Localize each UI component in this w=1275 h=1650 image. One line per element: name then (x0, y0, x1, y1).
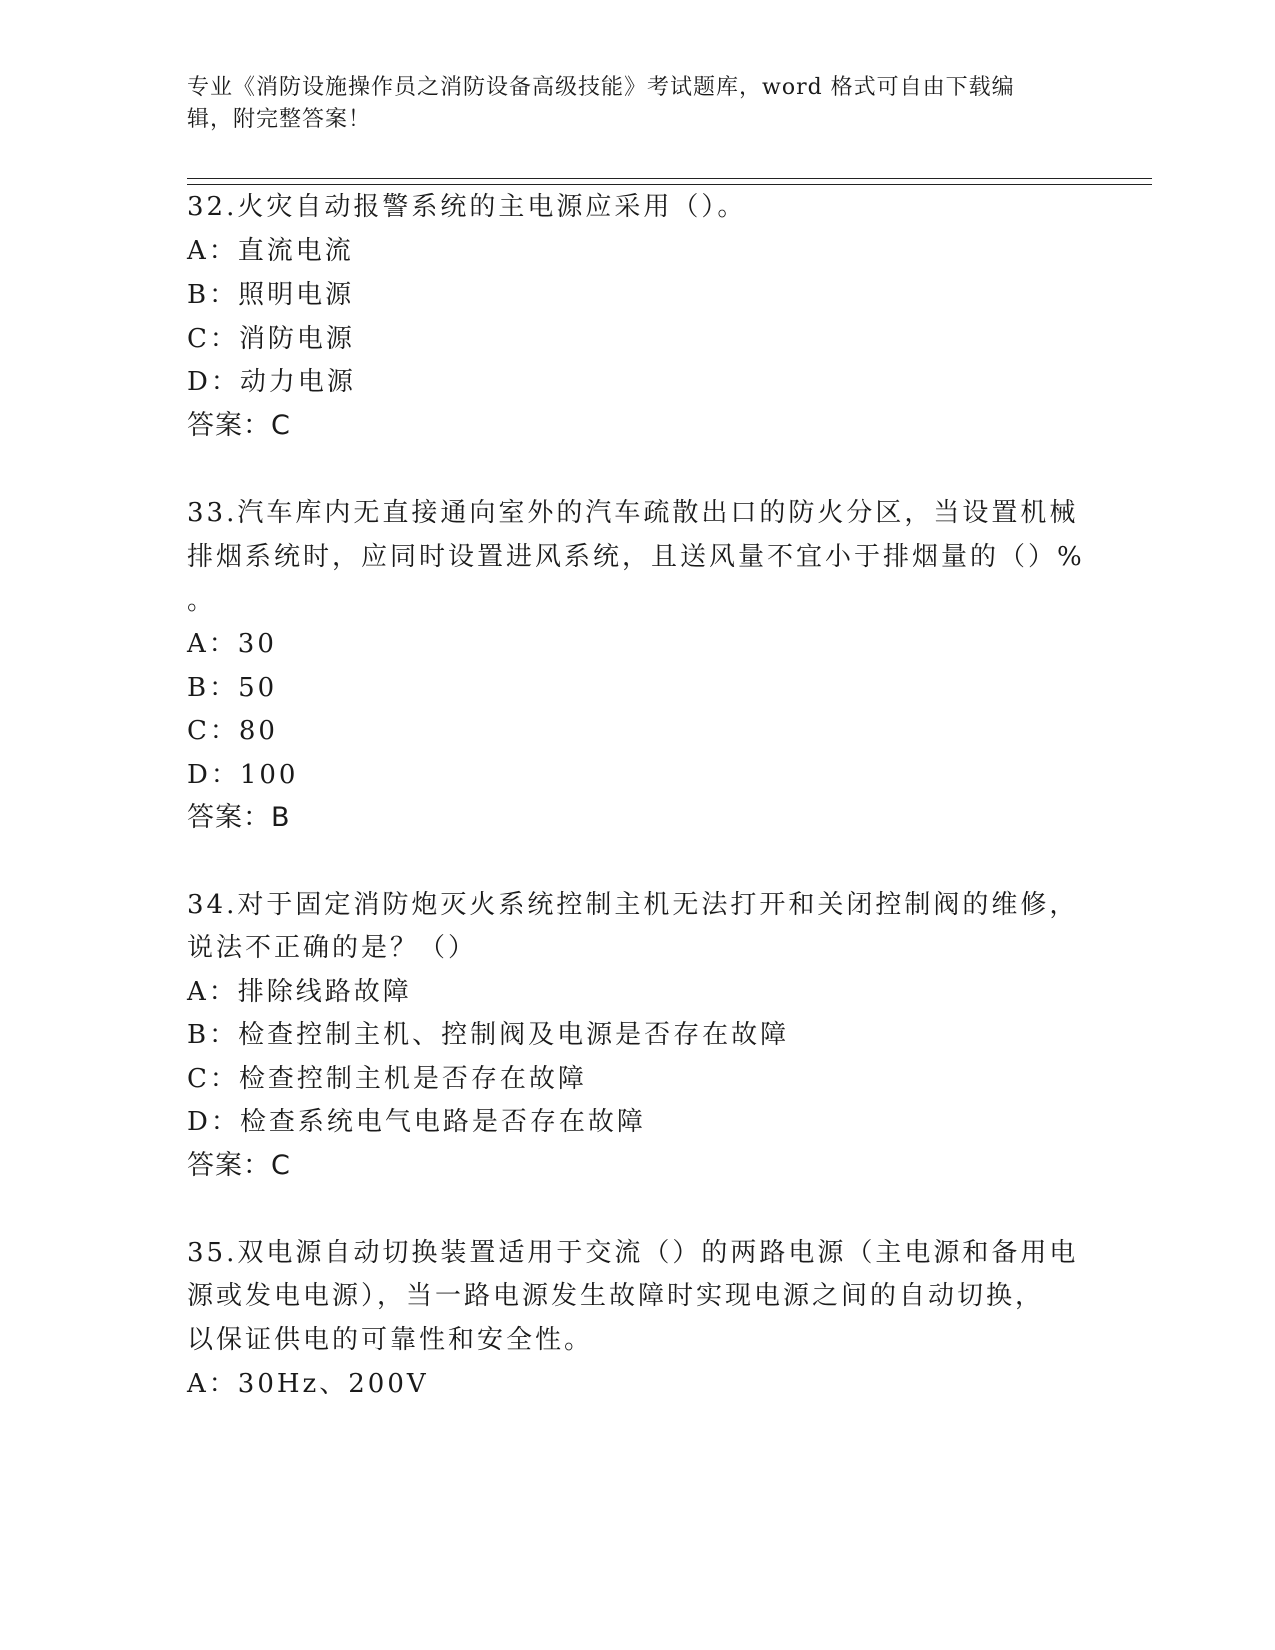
question-32-answer: 答案：C (187, 410, 291, 441)
question-33-stem-line-3: 。 (187, 586, 217, 616)
question-34-option-a: A：排除线路故障 (187, 977, 412, 1007)
header-divider-top (187, 178, 1152, 179)
question-32-option-d: D：动力电源 (187, 367, 356, 397)
question-33-option-c: C：80 (187, 716, 278, 746)
header-line-2: 辑，附完整答案！ (187, 107, 372, 132)
question-32-option-a: A：直流电流 (187, 236, 354, 266)
question-34-option-d: D：检查系统电气电路是否存在故障 (187, 1107, 646, 1137)
question-33-stem-line-2: 排烟系统时，应同时设置进风系统，且送风量不宜小于排烟量的（）% (187, 542, 1085, 572)
question-35-stem-line-2: 源或发电电源），当一路电源发生故障时实现电源之间的自动切换， (187, 1281, 1045, 1311)
question-34-option-b: B：检查控制主机、控制阀及电源是否存在故障 (187, 1020, 790, 1050)
question-34-option-c: C：检查控制主机是否存在故障 (187, 1064, 587, 1094)
question-35-stem-line-3: 以保证供电的可靠性和安全性。 (187, 1325, 594, 1355)
question-35-stem-line-1: 35.双电源自动切换装置适用于交流（）的两路电源（主电源和备用电 (187, 1238, 1079, 1268)
question-33-answer: 答案：B (187, 802, 291, 833)
question-33-option-b: B：50 (187, 673, 278, 703)
question-32-stem-line-1: 32.火灾自动报警系统的主电源应采用（）。 (187, 192, 747, 222)
question-33-option-d: D：100 (187, 760, 299, 790)
header-divider-bottom (187, 184, 1152, 185)
question-33-option-a: A：30 (187, 629, 277, 659)
question-33-stem-line-1: 33.汽车库内无直接通向室外的汽车疏散出口的防火分区，当设置机械 (187, 498, 1079, 528)
question-32-option-b: B：照明电源 (187, 280, 355, 310)
question-34-stem-line-2: 说法不正确的是？（） (187, 933, 478, 963)
question-32-option-c: C：消防电源 (187, 324, 355, 354)
question-34-stem-line-1: 34.对于固定消防炮灭火系统控制主机无法打开和关闭控制阀的维修， (187, 890, 1079, 920)
document-header (187, 72, 1067, 136)
header-line-1: 专业《消防设施操作员之消防设备高级技能》考试题库，word 格式可自由下载编 (187, 75, 1015, 100)
question-34-answer: 答案：C (187, 1150, 291, 1181)
question-35-option-a: A：30Hz、200V (187, 1369, 429, 1399)
